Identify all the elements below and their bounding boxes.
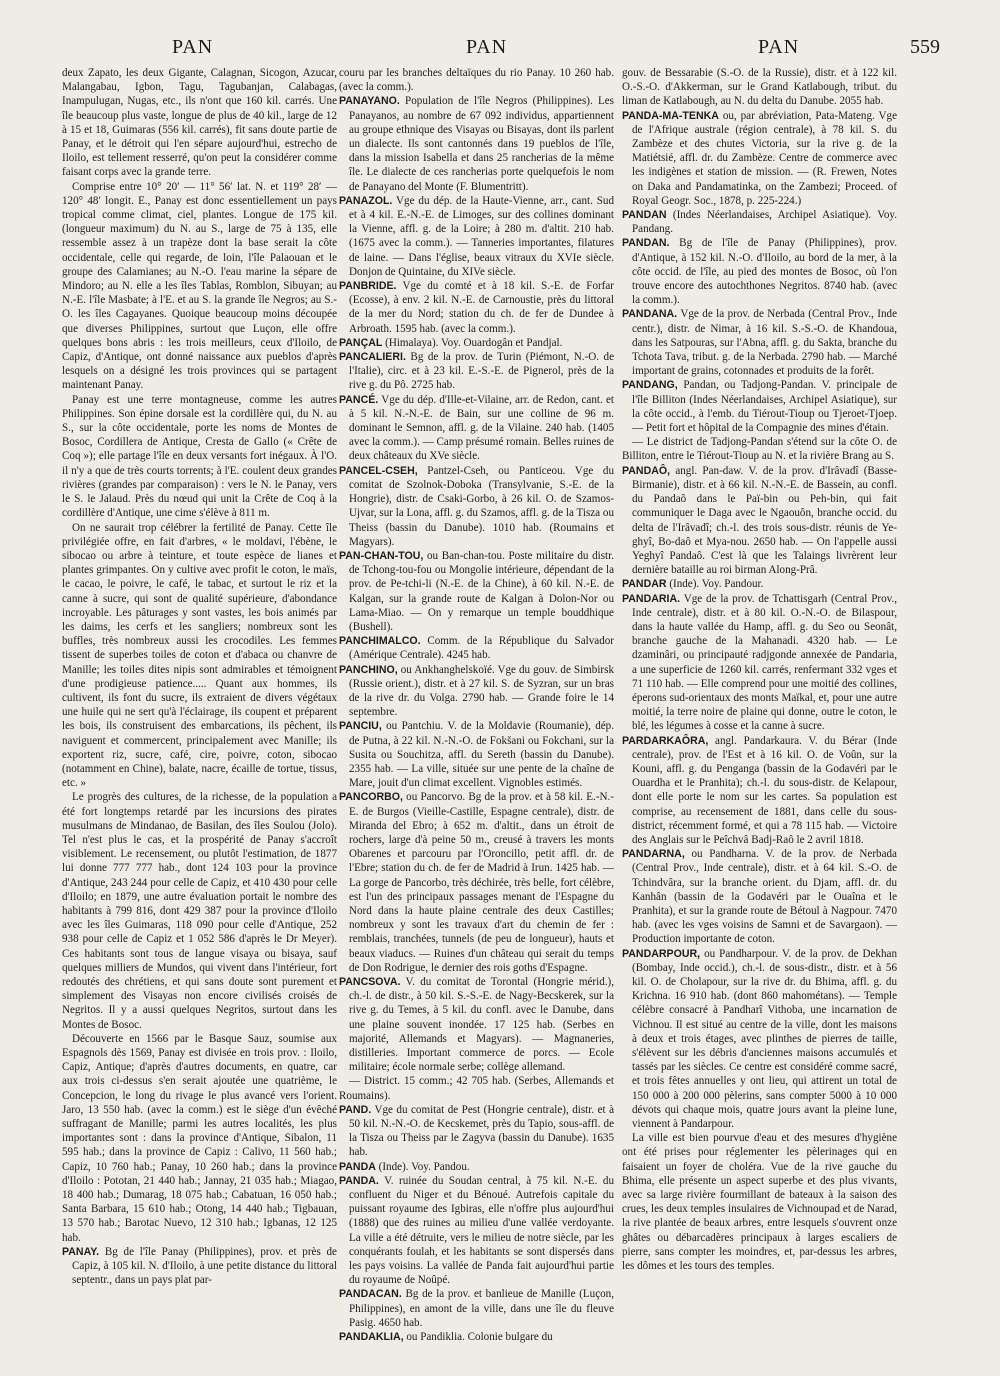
dictionary-entry [339,393,614,464]
dictionary-entry [339,94,614,193]
body-paragraph: La ville est bien pourvue d'eau et des mesures d'hygiène ont été prises pour réglementer les pèlerinages qui en faisaient un foyer de choléra. Vue de la rive gauche du Bhima, elle présente un aspect superbe et des plus vivants, avec sa large rivière fourmillant de bateaux à la saison des crues, les deux temples insulaires de Vichnoupad et de Narad, la rive plantée de beaux arbres, entre lesquels s'ouvrent onze ghâtes ou débarcadères principaux à larges escaliers de pierre, sans compter les moindres, et, par-dessus les arbres, les dômes et les tours des temples. [622,1132,897,1273]
dictionary-entry [339,634,614,662]
entry-text: V. du comitat de Torontal (Hongrie mérid.), ch.-l. de distr., à 50 kil. S.-S.-E. de Nagy-Becskerek, sur la rive g. du Temes, à 5 kil. du confl. avec le Danube, dans une plaine souvent inondée. 17 125 hab. (Serbes en majorité, Allemands et Magyars). — Magnaneries, distilleries. Important commerce de porcs. — Ecole militaire; école normale serbe; collège allemand. [349,976,614,1074]
dictionary-entry [339,549,614,634]
entry-headword: PANCHINO, [339,663,398,676]
entry-headword: PANÇAL [339,336,383,349]
dictionary-entry [339,1287,614,1330]
entry-text: ou Ankhanghelskoïé. Vge du gouv. de Simbirsk (Russie orient.), distr. et à 27 kil. S. de Syzran, sur un bras de la rive dr. du Volga. 2790 hab. — Grande foire le 14 septembre. [349,663,614,719]
entry-text: Bg de la prov. de Turin (Piémont, N.-O. de l'Italie), circ. et à 23 kil. E.-S.-E. de Pignerol, près de la rive g. du Pô. 2725 hab. [349,351,614,392]
entry-text: ou Pandharna. V. de la prov. de Nerbada (Central Prov., Inde centrale), distr. et à 64 kil. S.-O. de Tchindvâra, sur la branche orient. du Djam, affl. dr. du Kanhân (bassin de la Godavéri par le Ouaîna et le Pranhita), et sur la grande route de Bétoul à Nagpour. 7470 hab. (avec les vges voisins de Samni et de Savargaon). — Production importante de coton. [632,848,897,946]
dictionary-entry [62,1245,337,1288]
entry-text: angl. Pandarkaura. V. du Bérar (Inde centrale), prov. de l'Est et à 16 kil. O. de Voûn, sur la Kouni, affl. g. du Penganga (bassin de la Godavéri par le Ouardha et le Pranhita); ch.-l. du sous-distr. de Kelapour, dont elle porte le nom sur les cartes. Sa population est comprise, au recensement de 1881, dans celle du sous-district, récemment formé, et qui a 78 115 hab. — Victoire des Anglais sur le Peîchvâ Badj-Raô le 2 avril 1818. [632,734,897,846]
header-center-word: PAN [466,36,508,58]
entry-text: Pantzel-Cseh, ou Panticeou. Vge du comitat de Szolnok-Doboka (Transylvanie, S.-E. de la Hongrie), distr. de Csaki-Gorbo, à 26 kil. O. de Szamos-Ujvar, sur la Lona, affl. g. du Szamos, affl. g. de la Tisza ou Theiss (bassin du Danube). 1010 hab. (Roumains et Magyars). [349,464,614,548]
text-column-right [622,66,897,1273]
dictionary-entry [339,663,614,720]
entry-text: ou Pandiklia. Colonie bulgare du [403,1331,553,1344]
entry-headword: PANDAR [622,578,667,591]
dictionary-entry [622,847,897,946]
entry-headword: PANDARIA. [622,592,681,605]
entry-text: Comm. de la République du Salvador (Amérique Centrale). 4245 hab. [349,635,614,662]
entry-text: ou Pancorvo. Bg de la prov. et à 58 kil. E.-N.-E. de Burgos (Vieille-Castille, Espagne centrale), distr. de Miranda del Ebro; à 652 m. d'altit., dans un étroit de rochers, large d'à peine 50 m., creusé à travers les monts Obarenes et parcouru par l'Oroncillo, petit affl. dr. de l'Ebre; station du ch. de fer de Madrid à Irun. 1425 hab. — La gorge de Pancorbo, très déchirée, très belle, fort célèbre, est l'un des principaux passages menant de l'Espagne du Nord dans la haute plaine centrale des deux Castilles; nombreux y sont les travaux d'art du chemin de fer : remblais, tranchées, tunnels (de peu de longueur), hauts et beaux viaducs. — Ruines d'un château qui serait du temps de Don Rodrigue, le dernier des rois goths d'Espagne. [349,791,614,974]
text-column-middle [339,66,614,1344]
entry-headword: PANBRIDE. [339,280,397,293]
entry-headword: PANDA. [339,1174,379,1187]
body-paragraph: deux Zapato, les deux Gigante, Calagnan, Sicogon, Azucar, Malangabau, Igbon, Tagu, Tagubanjan, Calabagas, Inampulugan, Nugas, etc., ils n'ont que 160 kil. carrés. Une île beaucoup plus vaste, longue de plus de 40 kil., large de 12 à 15 et 18, Guimaras (556 kil. carrés), fit sans doute partie de Panay, et le détroit qui l'en sépare aujourd'hui, estrecho de Iloilo, est tellement resserré, qu'on peut la considérer comme faisant corps avec la grande terre. [62,67,337,179]
entry-headword: PANAZOL. [339,194,393,207]
entry-headword: PAND. [339,1103,372,1116]
entry-headword: PANDAKLIA, [339,1331,404,1344]
dictionary-entry [339,1330,614,1344]
dictionary-entry [622,464,897,578]
entry-headword: PANDARPOUR, [622,947,701,960]
entry-text: ou, par abréviation, Pata-Mateng. Vge de l'Afrique australe (région centrale), à 78 kil. S. du Zambèze et des chutes Victoria, sur la rive g. de la Matiétsié, affl. dr. du Zambèze. Centre de commerce avec les indigènes et station de mission. — (R. Frewen, Notes on Daka and Pandamatinka, on the Zambezi; Proceed. of Royal Geogr. Soc., 1878, p. 225-224.) [632,109,897,207]
entry-headword: PANDAÔ, [622,464,671,477]
dictionary-entry [622,378,897,435]
entry-headword: PANCHIMALCO. [339,635,421,648]
dictionary-entry [339,464,614,549]
entry-headword: PANCSOVA. [339,976,401,988]
dictionary-entry [622,592,897,734]
entry-text: V. ruinée du Soudan central, à 75 kil. N.-E. du confluent du Niger et du Bénoué. Autrefois capitale du puissant royaume des Igbiras, elle n'offre plus aujourd'hui (1888) que des ruines au milieu d'une vallée verdoyante. La ville a été détruite, vers le milieu de notre siècle, par les conquérants foulah, et les habitants se sont dispersés dans les pays voisins. La vallée de Panda fait aujourd'hui partie du royaume de Noûpé. [349,1174,614,1287]
entry-headword: PANDA-MA-TENKA [622,109,719,122]
entry-text: Population de l'île Negros (Philippines). Les Panayanos, au nombre de 67 092 individus, appartiennent au groupe ethnique des Visayas ou Bisayas, dont ils parlent un dialecte. Ils sont cantonnés dans 19 pueblos de l'île, dans la mission Isabella et dans 25 rancherias de la même île. Le dialecte de ces rancherias porte quelquefois le nom de Panayano del Monte (F. Blumentritt). [349,95,614,193]
entry-text: (Indes Néerlandaises, Archipel Asiatique). Voy. Pandang. [632,209,897,236]
body-paragraph: — Le district de Tadjong-Pandan s'étend sur la côte O. de Billiton, entre le Tiérout-Tioup au N. et la rivière Brang au S. [622,436,897,463]
entry-text: ou Ban-chan-tou. Poste militaire du distr. de Tchong-tou-fou ou Mongolie intérieure, dépendant de la prov. de Pe-tchi-li (N.-E. de la Chine), à 60 kil. N.-E. de Kalgan, sur la grande route de Kalgan à Dolon-Nor ou Lama-Miao. — On y remarque un temple bouddhique (Bushell). [349,549,614,633]
entry-text: ou Pandharpour. V. de la prov. de Dekhan (Bombay, Inde occid.), ch.-l. de sous-distr., distr. et à 56 kil. O. de Cholapour, sur la rive dr. du Bhima, affl. g. du Krichna. 16 910 hab. (dont 860 mahométans). — Temple célèbre consacré à Pandharî Vithoba, une incarnation de Vichnou. Il est situé au centre de la ville, dont les maisons à deux et trois étages, avec plinthes de pierres de taille, s'élèvent sur les débris d'anciennes maisons accumulés et tassés par les siècles. Ce centre est considéré comme sacré, et trois fêtes annuelles y ont lieu, qui attirent un total de 150 000 à 200 000 pèlerins, sans compter 5000 à 10 000 dévots qui chaque mois, quatre jours avant la pleine lune, viennent à Pandarpour. [632,947,897,1131]
entry-text: angl. Pan-daw. V. de la prov. d'Irâvadî (Basse-Birmanie), distr. et à 66 kil. N.-N.-E. de Bassein, au confl. du Pandaô dans le Paï-bin ou Peh-bin, qui fait communiquer le Daga avec le Ngaouôn, branche occid. du delta de l'Irâvadî; ch.-l. des trois sous-distr. réunis de Ye-ghyî, Bo-daô et Mya-nou. 2650 hab. — On l'appelle aussi Yeghyî Pandaô. C'est là que les Talaings livrèrent leur dernière bataille au roi birman Along-Prâ. [632,464,897,577]
entry-headword: PANCIU, [339,720,382,733]
dictionary-entry [622,577,897,591]
entry-headword: PANDACAN. [339,1288,402,1301]
body-paragraph: couru par les branches deltaïques du rio Panay. 10 260 hab. (avec la comm.). [339,67,614,94]
body-paragraph: Panay est une terre montagneuse, comme les autres Philippines. Son épine dorsale est la cordillère qui, du N. au S., sur la côte occidentale, porte les noms de Montes de Bosoc, Cordillera de Antique, Cresta de Gallo (« Crête de Coq »); elle partage l'île en deux versants fort inégaux. À l'O. il n'y a que de très courts torrents; à l'E. coulent deux grandes rivières (grandes par comparaison) : vers le N. le Panay, vers le S. le Jalaud. Près du nœud qui unit la Crête de Coq à la cordillère d'Antique, une cime s'élève à 811 m. [62,393,337,520]
entry-text: Vge de la prov. de Nerbada (Central Prov., Inde centr.), distr. de Nimar, à 16 kil. S.-S.-O. de Khandoua, dans les Satpouras, sur l'Abna, affl. g. du Sakta, branche du Tchota Tava, tribut. g. de la Nerbada. 2790 hab. — Marché important de grains, cotonnades et produits de la forêt. [632,308,897,378]
entry-headword: PANCALIERI. [339,351,406,364]
dictionary-entry [339,1174,614,1288]
dictionary-entry [339,1103,614,1160]
entry-headword: PANDA [339,1160,376,1173]
dictionary-entry [339,719,614,790]
entry-text: Pandan, ou Tadjong-Pandan. V. principale de l'île Billiton (Indes Néerlandaises, Archipel Asiatique), sur la côte occid., à l'emb. du Tiérout-Tioup ou Tjeroet-Tjoep. — Petit fort et hôpital de la Compagnie des mines d'étain. [632,379,897,435]
dictionary-entry [622,208,897,236]
dictionary-entry [622,734,897,848]
dictionary-entry [622,947,897,1132]
body-paragraph: Comprise entre 10° 20′ — 11° 56′ lat. N. et 119° 28′ — 120° 48′ longit. E., Panay est donc essentiellement un pays tropical comme climat, ciel, plantes. Longue de 175 kil. (longueur maximum) du N. au S., large de 75 à 135, elle ressemble assez à un trapèze dont la base serait la côte occidentale, celle qui regarde, de loin, l'île Palaouan et le groupe des Calamianes; au N.-O. l'eau marine la sépare de Mindoro; au N. elle a les îles Tablas, Romblon, Sibuyan; au N.-E. l'île Masbate; à l'E. et au S. la grande île Negros; au S.-O. les îles Cagayanes. Quoique beaucoup moins découpée que diverses Philippines, surtout que Luçon, elle offre quelques bons abris : les trois meilleurs, ceux d'Iloilo, de Capiz, d'Antique, ont donné naissance aux pueblos d'après lesquels on a désigné les trois provinces qui se partagent maintenant Panay. [62,180,337,392]
body-paragraph: gouv. de Bessarabie (S.-O. de la Russie), distr. et à 122 kil. O.-S.-O. d'Akkerman, sur le Grand Katlabough, tribut. du liman de Katlabough, au N. du delta du Danube. 2055 hab. [622,67,897,108]
entry-text: Bg de l'île de Panay (Philippines), prov. d'Antique, à 152 kil. N.-O. d'Iloilo, au bord de la mer, à la côte occid. de l'île, au pied des montes de Bosoc, où l'on trouve encore des autochthones Negritos. 8740 hab. (avec la comm.). [632,237,897,307]
entry-headword: PANDAN. [622,237,670,250]
dictionary-entry [339,279,614,336]
body-paragraph: Le progrès des cultures, de la richesse, de la population a été fort longtemps retardé par les incursions des pirates musulmans de Mindanao, de Basilan, des îles Soulou (Jolo). Tel n'est plus le cas, et la prospérité de Panay s'accroît visiblement. Le recensement, ou plutôt l'estimation, de 1877 lui donne 777 777 hab., dont 124 103 pour la province d'Antique, 243 244 pour celle de Capiz, et 410 430 pour celle d'Iloilo; en 1879, une autre évaluation portait le nombre des habitants à 799 816, dont 429 387 pour la province d'Iloilo avec les îles Guimaras, 118 090 pour celle d'Antique, 252 938 pour celle de Capiz et 1 052 586 d'après le Dr Meyer). Ces habitants sont tous de langue visaya ou bisaya, sauf quelques milliers de Mundos, qui vivent dans l'intérieur, fort redoutés des chrétiens, et qui sans doute sont purement et simplement des Visayas non encore civilisés croisés de Negritos. Il y a aussi quelques Negritos, surtout dans les Montes de Bosoc. [62,791,337,1031]
entry-text: Bg de la prov. et banlieue de Manille (Luçon, Philippines), en amont de la ville, dans une île du fleuve Pasig. 4650 hab. [349,1288,614,1329]
entry-text: (Inde). Voy. Pandour. [666,578,764,591]
entry-text: Bg de l'île Panay (Philippines), prov. et près de Capiz, à 105 kil. N. d'Iloilo, à une petite distance du littoral septentr., dans un pays plat par- [72,1245,337,1287]
dictionary-entry [339,975,614,1074]
entry-headword: PANDANG, [622,379,678,392]
dictionary-entry [339,194,614,279]
entry-headword: PARDARKAÔRA, [622,734,709,747]
dictionary-entry [622,236,897,307]
entry-headword: PANAYANO. [339,95,400,108]
dictionary-entry [339,350,614,393]
dictionary-entry [622,109,897,208]
entry-headword: PANCÉ. [339,393,379,406]
body-paragraph: Découverte en 1566 par le Basque Sauz, soumise aux Espagnols dès 1569, Panay est divisée en trois prov. : Iloilo, Capiz, Antique; d'après d'autres documents, en quatre, car aux trois ci-dessus s'en serait ajoutée une quatrième, le Concepcion, le long du rivage le plus avancé vers l'orient. Jaro, 13 550 hab. (avec la comm.) est le siège d'un évêché suffragant de Manille; parmi les autres localités, les plus importantes sont : dans la province d'Antique, Sibalon, 11 595 hab.; dans la province de Capiz : Calivo, 11 560 hab.; Capiz, 10 760 hab.; Panay, 10 260 hab.; dans la province d'Iloilo : Pototan, 21 440 hab.; Jannay, 21 035 hab.; Miagao, 18 400 hab.; Dumarag, 18 075 hab.; Cabatuan, 16 050 hab.; Santa Barbara, 15 610 hab.; Otong, 14 440 hab.; Tigbauan, 13 570 hab.; Barotac Nuevo, 12 310 hab.; Igbanas, 12 125 hab. [62,1032,337,1244]
entry-headword: PAN-CHAN-TOU, [339,549,424,562]
entry-headword: PANAY. [62,1245,100,1258]
entry-text: Vge du comté et à 18 kil. S.-E. de Forfar (Ecosse), à env. 2 kil. N.-E. de Carnoustie, près du littoral de la mer du Nord; station du ch. de fer de Dundee à Arbroath. 1595 hab. (avec la comm.). [349,280,614,335]
entry-text: ou Pantchiu. V. de la Moldavie (Roumanie), dép. de Putna, à 22 kil. N.-N.-O. de Fokšani ou Fokchani, sur la Susita ou Souchitza, affl. du Sereth (bassin du Danube). 2355 hab. — La ville, située sur une pente de la chaîne de Mare, jouit d'un climat excellent. Vignobles estimés. [349,720,614,790]
entry-text: (Inde). Voy. Pandou. [375,1160,470,1173]
entry-headword: PANCEL-CSEH, [339,464,418,477]
entry-headword: PANDAN [622,209,667,222]
entry-text: Vge du dép. d'Ille-et-Vilaine, arr. de Redon, cant. et à 5 kil. N.-N.-E. de Bain, sur une colline de 96 m. dominant le Semnon, affl. g. de la Vilaine. 240 hab. (1405 avec la comm.). — Camp présumé romain. Belles ruines de deux châteaux du XVe siècle. [349,393,614,463]
running-header [0,36,1000,60]
dictionary-entry [622,307,897,378]
text-column-left [62,66,337,1287]
dictionary-entry [339,336,614,350]
entry-headword: PANCORBO, [339,791,403,804]
entry-headword: PANDARNA, [622,848,685,861]
entry-text: (Himalaya). Voy. Ouardogân et Pandjal. [382,336,563,349]
header-left-word: PAN [172,36,214,58]
body-paragraph: On ne saurait trop célébrer la fertilité de Panay. Cette île privilégiée offre, en fait d'arbres, « le moldavi, l'ébène, le sibocao ou arbre à teinture, et toute espèce de lianes et plantes grimpantes. On y cultive avec profit le coton, le maïs, le cacao, le poivre, le café, le tabac, et surtout le riz et la canne à sucre, qui sont de qualité supérieure, d'abondance incroyable. Les pâturages y sont vastes, les bois animés par les daims, les cerfs et les sangliers; nombreux sont les buffles, très nombreux aussi les crocodiles. Les femmes tissent de superbes toiles de coton et d'abaca ou chanvre de Manille; les toiles dites nipis sont admirables et témoignent d'une prodigieuse patience..... Quant aux hommes, ils cultivent, ils font du sucre, ils extraient de divers végétaux une huile qui ne sert qu'à l'éclairage, ils coupent et préparent les bois, ils construisent des embarcations, ils pêchent, ils naviguent et commercent, principalement avec Manille; ils exportent riz, sucre, café, cire, poivre, coton, sibocao (notamment en Chine), balate, nacre, écaille de tortue, tissus, etc. » [62,521,337,790]
entry-text: Vge de la prov. de Tchattisgarh (Central Prov., Inde centrale), distr. et à 80 kil. O.-N.-O. de Bilaspour, dans la haute vallée du Hamp, affl. g. du Seo ou Seonât, branche gauche de la Mahanadi. 4320 hab. — Le dzaminâri, ou principauté radjgonde annexée de Pandaria, a une superficie de 1260 kil. carrés, renfermant 332 vges et 71 110 hab. — Elle comprend pour une moitié des collines, éperons sud-orientaux des monts Maïkal, et, pour une autre moitié, la terre noire de plaine qui donne, outre le coton, le blé, les légumes à cosse et la canne à sucre. [632,592,897,733]
header-right-word: PAN [758,36,800,58]
entry-headword: PANDANA. [622,308,678,321]
entry-text: Vge du dép. de la Haute-Vienne, arr., cant. Sud et à 4 kil. E.-N.-E. de Limoges, sur des collines dominant la Vienne, affl. g. de la Loire; à 280 m. d'altit. 210 hab. (1675 avec la comm.). — Tanneries importantes, filatures de laine. — Dans l'église, beaux vitraux du XVIe siècle. Donjon de Quintaine, du XIVe siècle. [349,194,614,278]
dictionary-entry [339,790,614,975]
body-paragraph: — District. 15 comm.; 42 705 hab. (Serbes, Allemands et Roumains). [339,1075,614,1102]
page-number: 559 [910,36,940,58]
dictionary-entry [339,1160,614,1174]
entry-text: Vge du comitat de Pest (Hongrie centrale), distr. et à 50 kil. N.-N.-O. de Kecskemet, près du Tapio, sous-affl. de la Tisza ou Theiss par le Zagyva (bassin du Danube). 1635 hab. [349,1103,614,1159]
